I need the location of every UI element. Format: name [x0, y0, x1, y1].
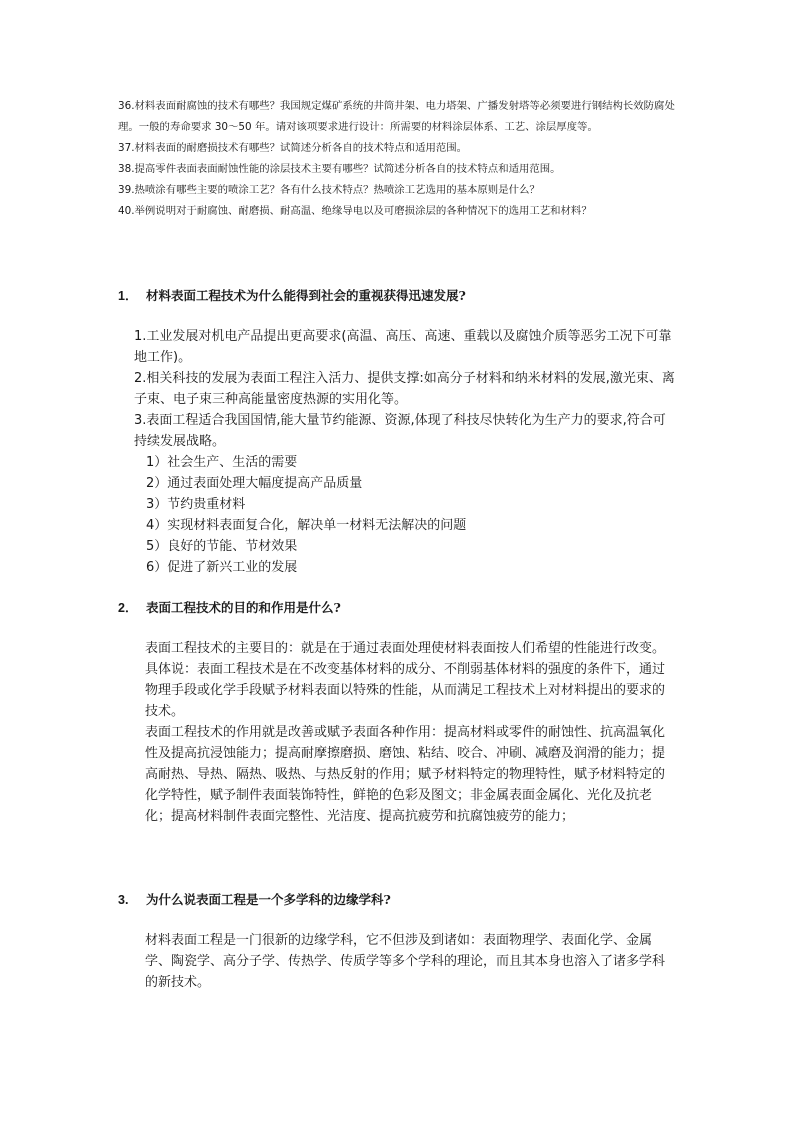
section-1-list-item: 3）节约贵重材料: [146, 497, 246, 512]
section-3-heading: [118, 890, 391, 908]
section-2-paragraph: 具体说：表面工程技术是在不改变基体材料的成分、不削弱基体材料的强度的条件下，通过物理手段或化学手段赋予材料表面以特殊的性能，从而满足工程技术上对材料提出的要求的技术。: [145, 662, 666, 719]
section-1-list-item: 2）通过表面处理大幅度提高产品质量: [146, 476, 363, 491]
section-1-list-item: 6）促进了新兴工业的发展: [146, 560, 298, 575]
section-1-paragraph: 1.工业发展对机电产品提出更高要求(高温、高压、高速、重载以及腐蚀介质等恶劣工况下可靠地工作)。: [134, 329, 672, 365]
section-1-paragraph: 3.表面工程适合我国国情,能大量节约能源、资源,体现了科技尽快转化为生产力的要求,符合可持续发展战略。: [134, 413, 666, 449]
section-1-body: [134, 326, 678, 578]
section-2-heading: [118, 598, 341, 616]
section-2-body: [145, 638, 675, 827]
question-39: 39.热喷涂有哪些主要的喷涂工艺？各有什么技术特点？热喷涂工艺选用的基本原则是什么？: [118, 184, 540, 196]
section-1-heading: [118, 286, 466, 304]
section-3-title: 为什么说表面工程是一个多学科的边缘学科?: [146, 892, 391, 907]
section-1-list-item: 4）实现材料表面复合化，解决单一材料无法解决的问题: [146, 518, 467, 533]
section-2-paragraph: 表面工程技术的作用就是改善或赋予表面各种作用：提高材料或零件的耐蚀性、抗高温氧化性及提高抗浸蚀能力；提高耐摩擦磨损、磨蚀、粘结、咬合、冲刷、减磨及润滑的能力；提高耐热、导热、隔热、吸热、与热反射的作用；赋予材料特定的物理特性，赋予材料特定的化学特性，赋予制件表面装饰特性，鲜艳的色彩及图文；非金属表面金属化、光化及抗老化；提高材料制件表面完整性、光洁度、提高抗疲劳和抗腐蚀疲劳的能力；: [145, 725, 666, 824]
section-2-number: 2．: [118, 601, 138, 615]
section-1-list-item: 5）良好的节能、节材效果: [146, 539, 298, 554]
section-3-body: [145, 930, 675, 993]
question-36: 36.材料表面耐腐蚀的技术有哪些？我国规定煤矿系统的井筒井架、电力塔架、广播发射塔等必须要进行钢结构长效防腐处理。一般的寿命要求 30～50 年。请对该项要求进行设计：所需要的材料涂层体系、工艺、涂层厚度等。: [118, 100, 675, 133]
section-2-paragraph: 表面工程技术的主要目的：就是在于通过表面处理使材料表面按人们希望的性能进行改变。: [145, 641, 666, 656]
section-3-paragraph: 材料表面工程是一门很新的边缘学科，它不但涉及到诸如：表面物理学、表面化学、金属学、陶瓷学、高分子学、传热学、传质学等多个学科的理论，而且其本身也溶入了诸多学科的新技术。: [145, 933, 666, 990]
question-list: [118, 96, 688, 222]
section-1-list-item: 1）社会生产、生活的需要: [146, 455, 298, 470]
section-1-paragraph: 2.相关科技的发展为表面工程注入活力、提供支撑:如高分子材料和纳米材料的发展,激光束、离子束、电子束三种高能量密度热源的实用化等。: [134, 371, 675, 407]
section-1-number: 1．: [118, 289, 138, 303]
section-2-title: 表面工程技术的目的和作用是什么?: [146, 600, 341, 615]
question-38: 38.提高零件表面表面耐蚀性能的涂层技术主要有哪些？试简述分析各自的技术特点和适用范围。: [118, 163, 561, 175]
question-40: 40.举例说明对于耐腐蚀、耐磨损、耐高温、绝缘导电以及可磨损涂层的各种情况下的选用工艺和材料？: [118, 205, 592, 217]
question-37: 37.材料表面的耐磨损技术有哪些？试简述分析各自的技术特点和适用范围。: [118, 142, 468, 154]
section-1-title: 材料表面工程技术为什么能得到社会的重视获得迅速发展?: [146, 288, 466, 303]
section-3-number: 3.: [118, 893, 129, 907]
